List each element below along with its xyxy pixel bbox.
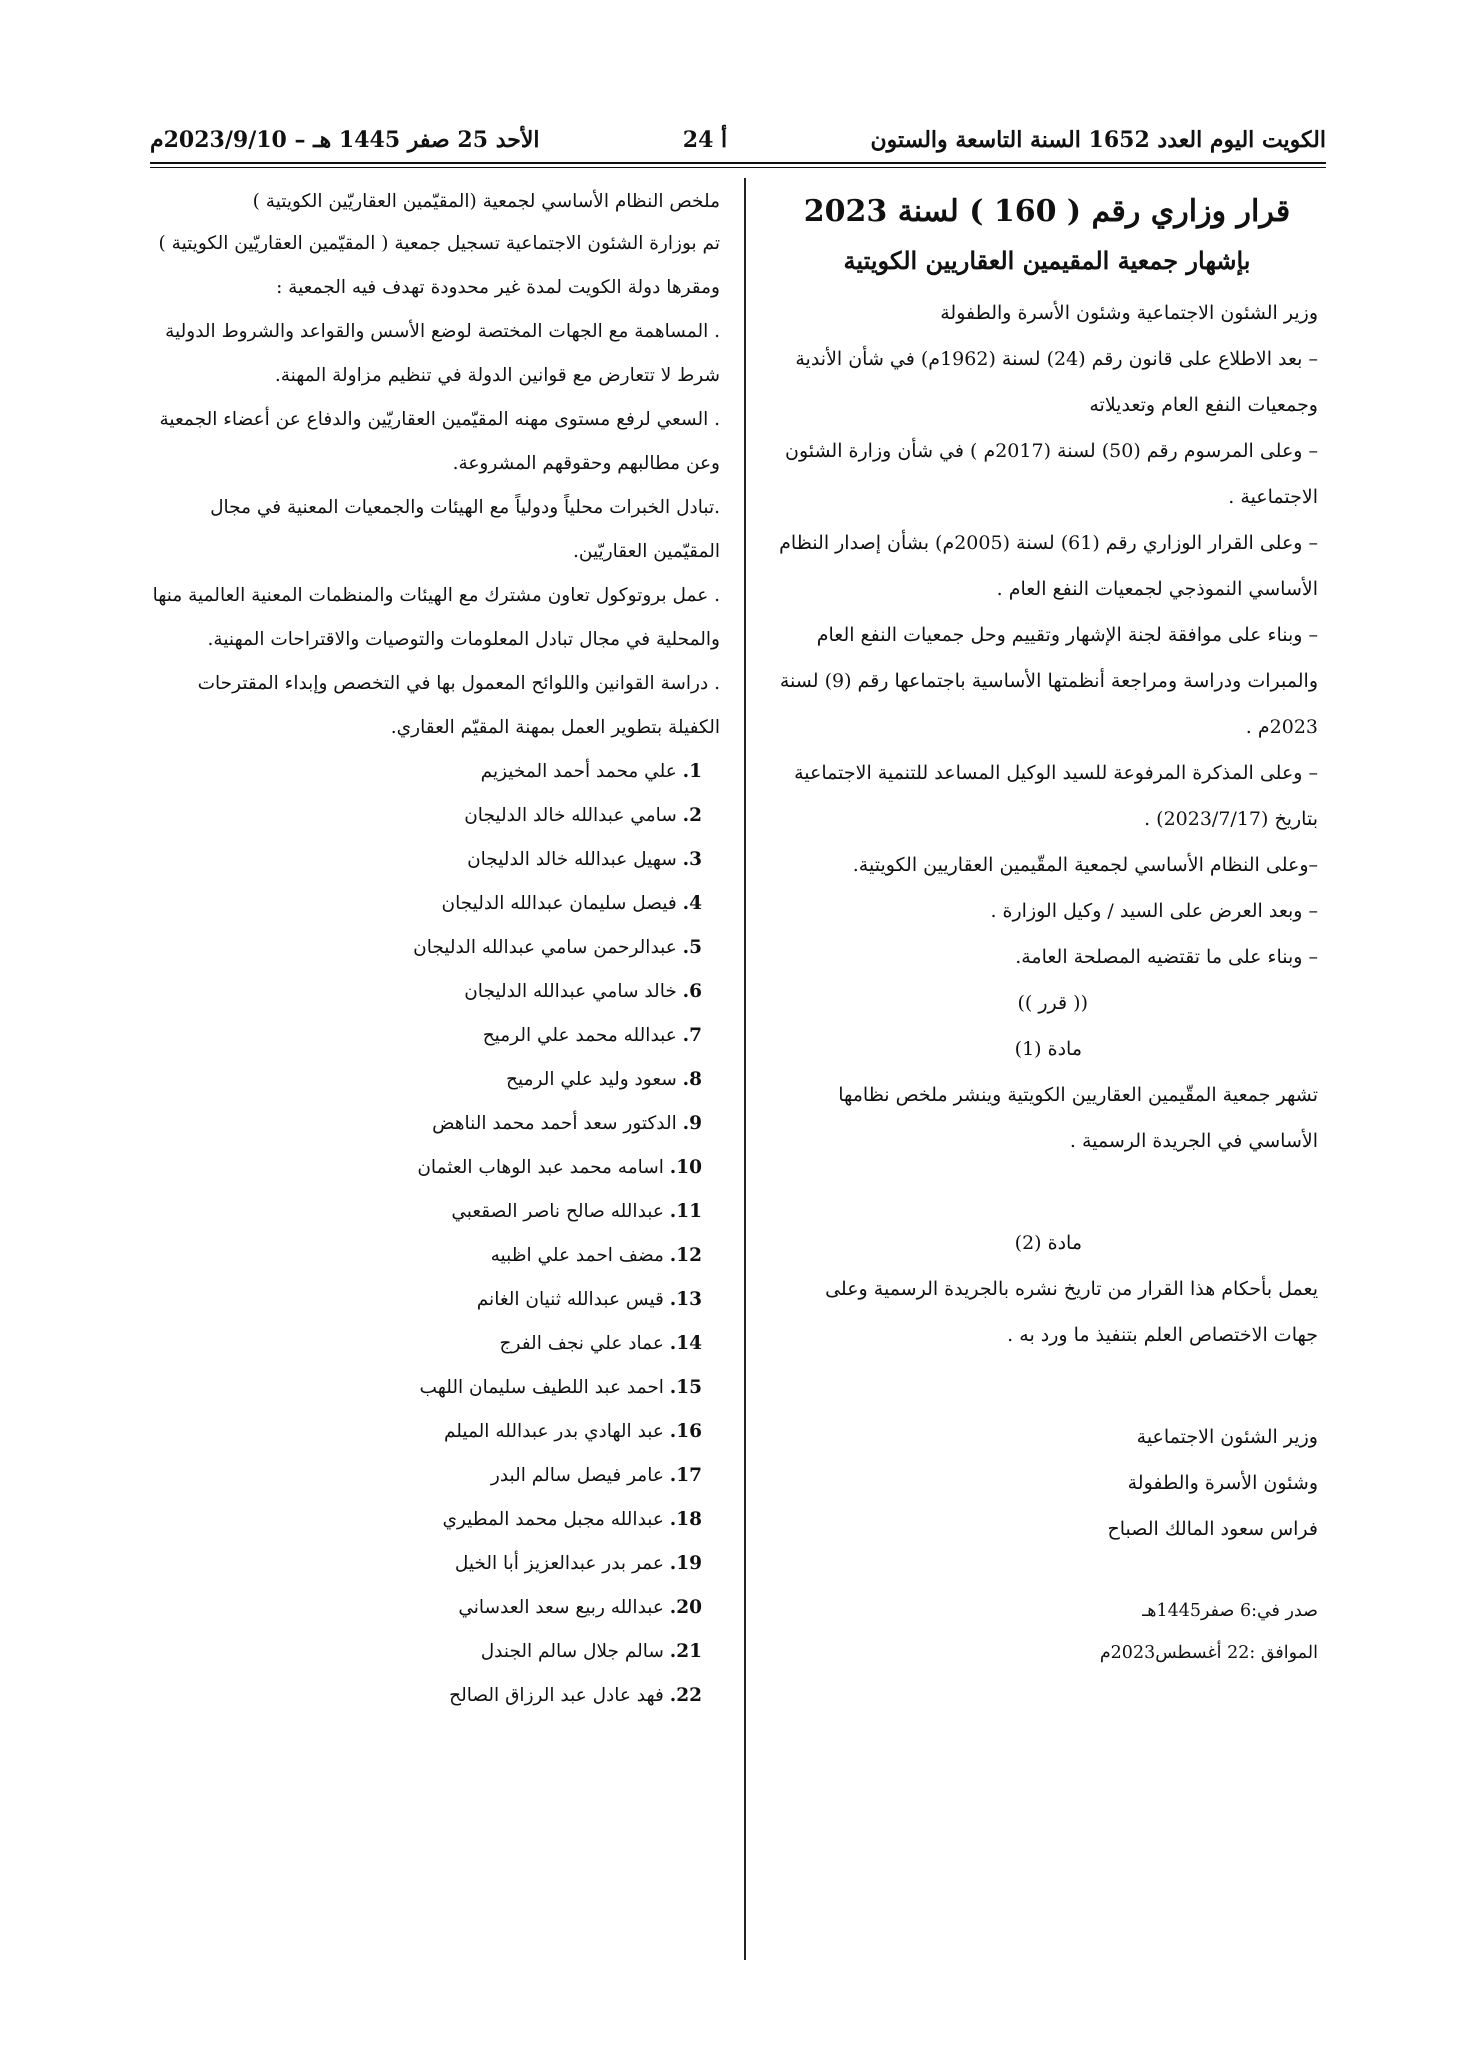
header-page-number: أ 24 <box>682 127 728 153</box>
list-item: 16. عبد الهادي بدر عبدالله الميلم <box>443 1421 702 1442</box>
list-item: 17. عامر فيصل سالم البدر <box>490 1465 702 1486</box>
summary-goal: . المساهمة مع الجهات المختصة لوضع الأسس والقواعد والشروط الدولية شرط لا تتعارض مع قوانين الدولة في تنظيم مزاولة المهنة. <box>165 321 720 386</box>
signature-line: وزير الشئون الاجتماعية <box>1136 1426 1318 1448</box>
preamble-item: – وعلى المذكرة المرفوعة للسيد الوكيل المساعد للتنمية الاجتماعية بتاريخ (2023/7/17) . <box>794 762 1318 830</box>
list-item: 6. خالد سامي عبدالله الدليجان <box>464 981 702 1002</box>
preamble-item: – وبعد العرض على السيد / وكيل الوزارة . <box>990 900 1318 922</box>
list-item: 9. الدكتور سعد أحمد محمد الناهض <box>432 1113 702 1134</box>
header-issue-info: الكويت اليوم العدد 1652 السنة التاسعة والستون <box>870 127 1326 153</box>
summary-goal: . السعي لرفع مستوى مهنه المقيّمين العقاريّين والدفاع عن أعضاء الجمعية وعن مطالبهم وحقوقهم المشروعة. <box>159 409 720 474</box>
summary-column <box>150 182 720 1718</box>
issued-date: صدر في:6 صفر1445هـ <box>1142 1601 1318 1621</box>
corresponding-date: الموافق :22 أغسطس2023م <box>1099 1643 1318 1663</box>
list-item: 7. عبدالله محمد علي الرميح <box>482 1025 702 1046</box>
list-item: 2. سامي عبدالله خالد الدليجان <box>464 805 702 826</box>
summary-goal: . دراسة القوانين واللوائح المعمول بها في التخصص وإبداء المقترحات الكفيلة بتطوير العمل بمهنة المقيّم العقاري. <box>197 673 720 738</box>
list-item: 20. عبدالله ربيع سعد العدساني <box>458 1597 702 1618</box>
summary-goal: . عمل بروتوكول تعاون مشترك مع الهيئات والمنظمات المعنية العالمية منها والمحلية في مجال تبادل المعلومات والتوصيات والاقتراحات المهنية. <box>152 585 720 650</box>
list-item: 8. سعود وليد علي الرميح <box>506 1069 702 1090</box>
list-item: 12. مضف احمد علي اظبيه <box>490 1245 702 1266</box>
list-item: 5. عبدالرحمن سامي عبدالله الدليجان <box>413 937 702 958</box>
header-rule-thin <box>150 167 1326 168</box>
header-rule <box>150 162 1326 164</box>
list-item: 1. علي محمد أحمد المخيزيم <box>480 761 702 782</box>
list-item: 14. عماد علي نجف الفرج <box>499 1333 702 1354</box>
signature-line: وشئون الأسرة والطفولة <box>1127 1472 1318 1494</box>
page-header <box>150 120 1326 160</box>
summary-goal: .تبادل الخبرات محلياً ودولياً مع الهيئات والجمعيات المعنية في مجال المقيّمين العقاريّين. <box>210 497 720 562</box>
preamble-item: – وعلى المرسوم رقم (50) لسنة (2017م ) في شأن وزارة الشئون الاجتماعية . <box>784 440 1318 508</box>
list-item: 11. عبدالله صالح ناصر الصقعبي <box>451 1201 702 1222</box>
article-1-text: تشهر جمعية المقّيمين العقاريين الكويتية وينشر ملخص نظامها الأساسي في الجريدة الرسمية . <box>838 1084 1318 1152</box>
decision-title: قرار وزاري رقم ( 160 ) لسنة 2023 <box>803 194 1291 229</box>
decided-heading: (( قرر )) <box>1017 992 1088 1014</box>
list-item: 10. اسامه محمد عبد الوهاب العثمان <box>417 1157 702 1178</box>
list-item: 15. احمد عبد اللطيف سليمان اللهب <box>419 1377 702 1398</box>
preamble-item: – وبناء على ما تقتضيه المصلحة العامة. <box>1015 946 1318 968</box>
decision-subtitle: بإشهار جمعية المقيمين العقاريين الكويتية <box>843 246 1251 275</box>
list-item: 19. عمر بدر عبدالعزيز أبا الخيل <box>454 1553 702 1574</box>
list-item: 22. فهد عادل عبد الرزاق الصالح <box>449 1685 702 1706</box>
article-2-text: يعمل بأحكام هذا القرار من تاريخ نشره بالجريدة الرسمية وعلى جهات الاختصاص العلم بتنفيذ ما ورد به . <box>825 1278 1318 1346</box>
summary-intro: تم بوزارة الشئون الاجتماعية تسجيل جمعية ( المقيّمين العقاريّين الكويتية ) ومقرها دولة الكويت لمدة غير محدودة تهدف فيه الجمعية : <box>158 233 720 298</box>
list-item: 13. قيس عبدالله ثنيان الغانم <box>476 1289 702 1310</box>
members-list <box>150 750 720 1718</box>
minister-line: وزير الشئون الاجتماعية وشئون الأسرة والطفولة <box>940 302 1318 324</box>
summary-title: ملخص النظام الأساسي لجمعية (المقيّمين العقاريّين الكويتية ) <box>252 191 720 212</box>
list-item: 4. فيصل سليمان عبدالله الدليجان <box>441 893 702 914</box>
preamble-item: – وبناء على موافقة لجنة الإشهار وتقييم وحل جمعيات النفع العام والمبرات ودراسة ومراجعة أنظمتها الأساسية باجتماعها رقم (9) لسنة 2023م . <box>779 624 1318 738</box>
article-1-title: مادة (1) <box>1014 1038 1082 1060</box>
preamble-item: – بعد الاطلاع على قانون رقم (24) لسنة (1962م) في شأن الأندية وجمعيات النفع العام وتعديلاته <box>795 348 1318 416</box>
signature-name: فراس سعود المالك الصباح <box>1107 1518 1318 1540</box>
list-item: 3. سهيل عبدالله خالد الدليجان <box>467 849 702 870</box>
preamble-item: –وعلى النظام الأساسي لجمعية المقّيمين العقاريين الكويتية. <box>852 854 1318 876</box>
list-item: 18. عبدالله مجبل محمد المطيري <box>442 1509 702 1530</box>
preamble-item: – وعلى القرار الوزاري رقم (61) لسنة (2005م) بشأن إصدار النظام الأساسي النموذجي لجمعيات النفع العام . <box>779 532 1318 600</box>
article-2-title: مادة (2) <box>1014 1232 1082 1254</box>
list-item: 21. سالم جلال سالم الجندل <box>480 1641 702 1662</box>
decision-column <box>776 182 1318 1674</box>
signature-block <box>776 1414 1318 1552</box>
header-date: الأحد 25 صفر 1445 هـ – 2023/9/10م <box>150 127 540 153</box>
column-divider <box>744 178 746 1960</box>
